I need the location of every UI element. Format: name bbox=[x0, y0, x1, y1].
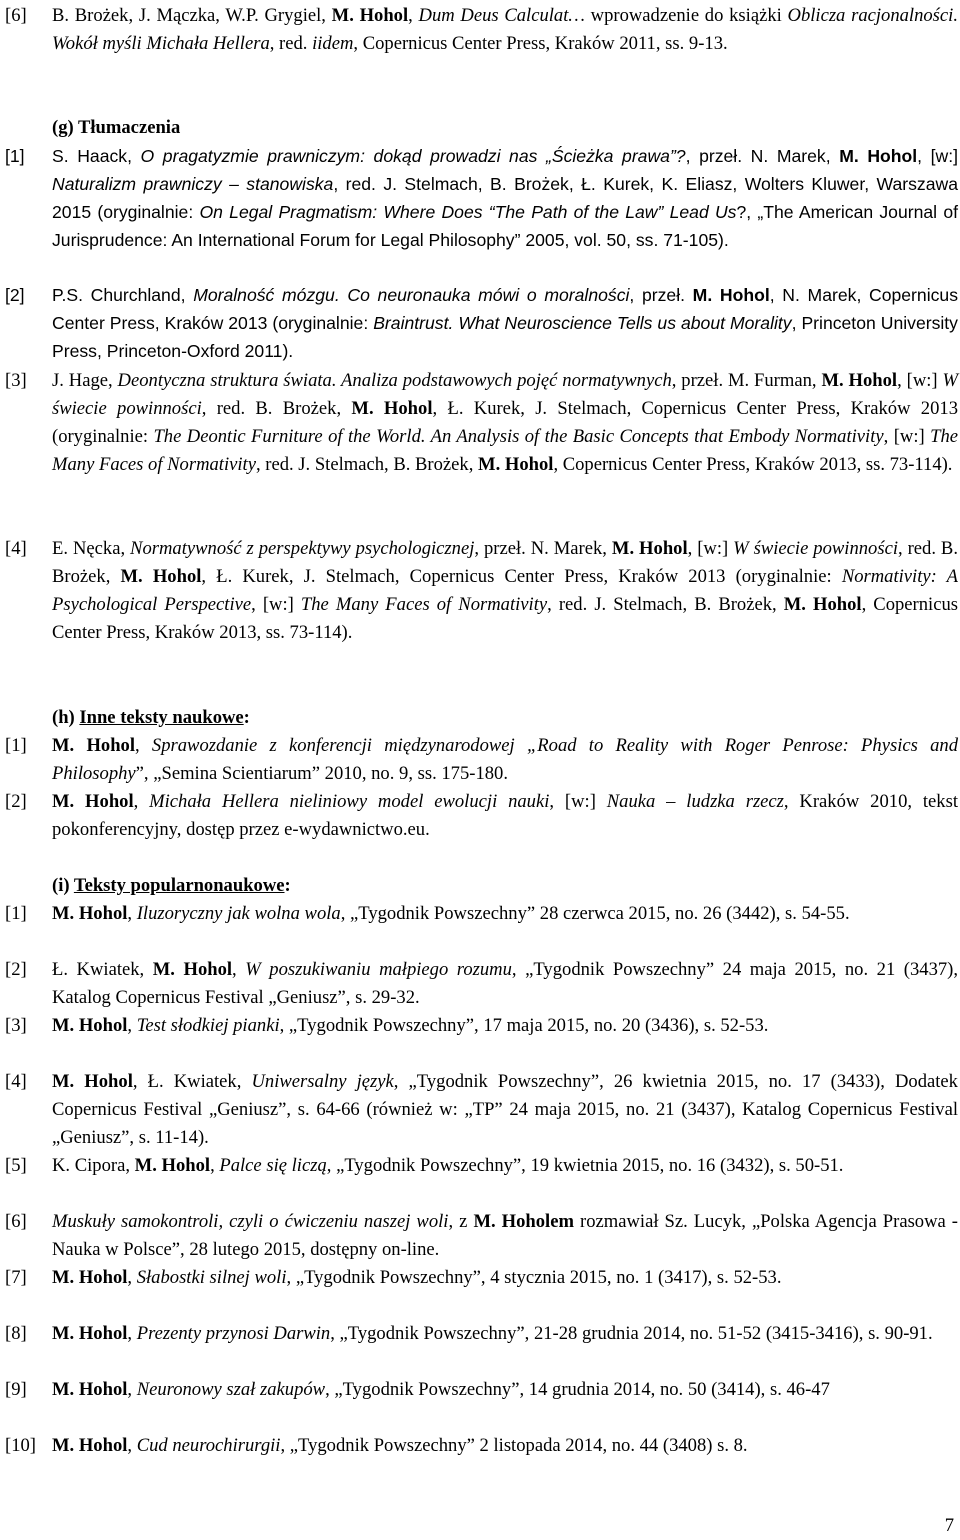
entry-number: [6] bbox=[5, 1211, 27, 1232]
entry-text: E. Nęcka, Normatywność z perspektywy psychologicznej, przeł. N. Marek, M. Hohol, [w:] W świecie powinności, red. B. Brożek, M. Hohol, Ł. Kurek, J. Stelmach, Copernicus Center Press, Kraków 2013 (oryginalnie: Normativity: A Psychological Perspective, [w:] The Many Faces of Normativity, red. J. Stelmach, B. Brożek, M. Hohol, Copernicus Center Press, Kraków 2013, ss. 73-114). bbox=[52, 538, 959, 643]
entry-number: [1] bbox=[5, 735, 27, 756]
bibliography-entry bbox=[0, 788, 958, 844]
bibliography-entry bbox=[0, 535, 958, 647]
section-heading-title: Teksty popularnonaukowe bbox=[73, 875, 285, 896]
entry-number: [10] bbox=[5, 1435, 36, 1456]
entry-text: M. Hohol, Ł. Kwiatek, Uniwersalny język, „Tygodnik Powszechny”, 26 kwietnia 2015, no. 17 (3433), Dodatek Copernicus Festival „Geniusz”, s. 64-66 (również w: „TP” 24 maja 2015, no. 21 (3437), Katalog Copernicus Festival „Geniusz”, s. 11-14). bbox=[52, 1071, 958, 1148]
section-heading-translations: (g) Tłumaczenia bbox=[52, 117, 181, 138]
section-heading-label: (i) bbox=[52, 875, 70, 896]
entry-text: M. Hohol, Test słodkiej pianki, „Tygodnik Powszechny”, 17 maja 2015, no. 20 (3436), s. 52-53. bbox=[52, 1015, 769, 1036]
bibliography-entry bbox=[0, 367, 958, 479]
entry-number: [5] bbox=[5, 1155, 27, 1176]
entry-number: [4] bbox=[5, 1071, 27, 1092]
bibliography-entry bbox=[0, 1152, 958, 1180]
bibliography-entry bbox=[0, 1376, 958, 1404]
page-number: 7 bbox=[944, 1515, 954, 1536]
entry-text: K. Cipora, M. Hohol, Palce się liczą, „Tygodnik Powszechny”, 19 kwietnia 2015, no. 16 (3432), s. 50-51. bbox=[52, 1155, 844, 1176]
entry-text: S. Haack, O pragatyzmie prawniczym: dokąd prowadzi nas „Ścieżka prawa”?, przeł. N. Marek, M. Hohol, [w:] Naturalizm prawniczy – stanowiska, red. J. Stelmach, B. Brożek, Ł. Kurek, K. Eliasz, Wolters Kluwer, Warszawa 2015 (oryginalnie: On Legal Pragmatism: Where Does “The Path of the Law” Lead Us?, „The American Journal of Jurisprudence: An International Forum for Legal Philosophy” 2005, vol. 50, ss. 71-105). bbox=[52, 146, 959, 250]
bibliography-entry bbox=[0, 732, 958, 788]
entry-text: J. Hage, Deontyczna struktura świata. Analiza podstawowych pojęć normatywnych, przeł. M. Furman, M. Hohol, [w:] W świecie powinności, red. B. Brożek, M. Hohol, Ł. Kurek, J. Stelmach, Copernicus Center Press, Kraków 2013 (oryginalnie: The Deontic Furniture of the World. An Analysis of the Basic Concepts that Embody Normativity, [w:] The Many Faces of Normativity, red. J. Stelmach, B. Brożek, M. Hohol, Copernicus Center Press, Kraków 2013, ss. 73-114). bbox=[52, 370, 958, 475]
entry-number: [7] bbox=[5, 1267, 27, 1288]
entry-number: [2] bbox=[5, 791, 27, 812]
entry-number: [3] bbox=[5, 1015, 27, 1036]
bibliography-entry bbox=[0, 900, 958, 928]
entry-text: M. Hohol, Iluzoryczny jak wolna wola, „Tygodnik Powszechny” 28 czerwca 2015, no. 26 (3442), s. 54-55. bbox=[52, 903, 850, 924]
entry-text: M. Hohol, Cud neurochirurgii, „Tygodnik Powszechny” 2 listopada 2014, no. 44 (3408) s. 8. bbox=[52, 1435, 748, 1456]
bibliography-entry bbox=[0, 1068, 958, 1152]
section-heading-popular-science: (i) Teksty popularnonaukowe: bbox=[52, 875, 291, 896]
entry-number: [8] bbox=[5, 1323, 27, 1344]
entry-text: Ł. Kwiatek, M. Hohol, W poszukiwaniu małpiego rozumu, „Tygodnik Powszechny” 24 maja 2015, no. 21 (3437), Katalog Copernicus Festival „Geniusz”, s. 29-32. bbox=[52, 959, 958, 1008]
bibliography-entry bbox=[0, 1432, 958, 1460]
entry-number: [2] bbox=[5, 285, 25, 305]
entry-text: P.S. Churchland, Moralność mózgu. Co neuronauka mówi o moralności, przeł. M. Hohol, N. Marek, Copernicus Center Press, Kraków 2013 (oryginalnie: Braintrust. What Neuroscience Tells us about Morality, Princeton University Press, Princeton-Oxford 2011). bbox=[52, 285, 958, 361]
entry-text: B. Brożek, J. Mączka, W.P. Grygiel, M. Hohol, Dum Deus Calculat… wprowadzenie do książki Oblicza racjonalności. Wokół myśli Michała Hellera, red. iidem, Copernicus Center Press, Kraków 2011, ss. 9-13. bbox=[52, 5, 958, 54]
entry-number: [3] bbox=[5, 370, 27, 391]
entry-text: M. Hohol, Prezenty przynosi Darwin, „Tygodnik Powszechny”, 21-28 grudnia 2014, no. 51-52 (3415-3416), s. 90-91. bbox=[52, 1323, 933, 1344]
entry-number: [1] bbox=[5, 903, 27, 924]
section-heading-other-scientific: (h) Inne teksty naukowe: bbox=[52, 707, 250, 728]
bibliography-entry bbox=[0, 1320, 958, 1348]
entry-number: [9] bbox=[5, 1379, 27, 1400]
bibliography-entry bbox=[0, 2, 958, 58]
entry-number: [1] bbox=[5, 146, 25, 166]
entry-text: M. Hohol, Sprawozdanie z konferencji międzynarodowej „Road to Reality with Roger Penrose: Physics and Philosophy”, „Semina Scientiarum” 2010, no. 9, ss. 175-180. bbox=[52, 735, 959, 784]
bibliography-entry bbox=[0, 142, 958, 254]
bibliography-entry bbox=[0, 956, 958, 1012]
bibliography-entry bbox=[0, 1012, 958, 1040]
entry-number: [4] bbox=[5, 538, 27, 559]
entry-text: M. Hohol, Neuronowy szał zakupów, „Tygodnik Powszechny”, 14 grudnia 2014, no. 50 (3414), s. 46-47 bbox=[52, 1379, 830, 1400]
entry-text: Muskuły samokontroli, czyli o ćwiczeniu naszej woli, z M. Hoholem rozmawiał Sz. Lucyk, „Polska Agencja Prasowa - Nauka w Polsce”, 28 lutego 2015, dostępny on-line. bbox=[52, 1211, 959, 1260]
section-heading-title: Inne teksty naukowe bbox=[79, 707, 244, 728]
bibliography-entry bbox=[0, 1208, 958, 1264]
entry-text: M. Hohol, Michała Hellera nieliniowy model ewolucji nauki, [w:] Nauka – ludzka rzecz, Kraków 2010, tekst pokonferencyjny, dostęp przez e-wydawnictwo.eu. bbox=[52, 791, 958, 840]
entry-number: [2] bbox=[5, 959, 27, 980]
bibliography-entry bbox=[0, 1264, 958, 1292]
entry-number: [6] bbox=[5, 5, 27, 26]
entry-text: M. Hohol, Słabostki silnej woli, „Tygodnik Powszechny”, 4 stycznia 2015, no. 1 (3417), s. 52-53. bbox=[52, 1267, 782, 1288]
section-heading-label: (h) bbox=[52, 707, 75, 728]
bibliography-entry bbox=[0, 281, 958, 365]
